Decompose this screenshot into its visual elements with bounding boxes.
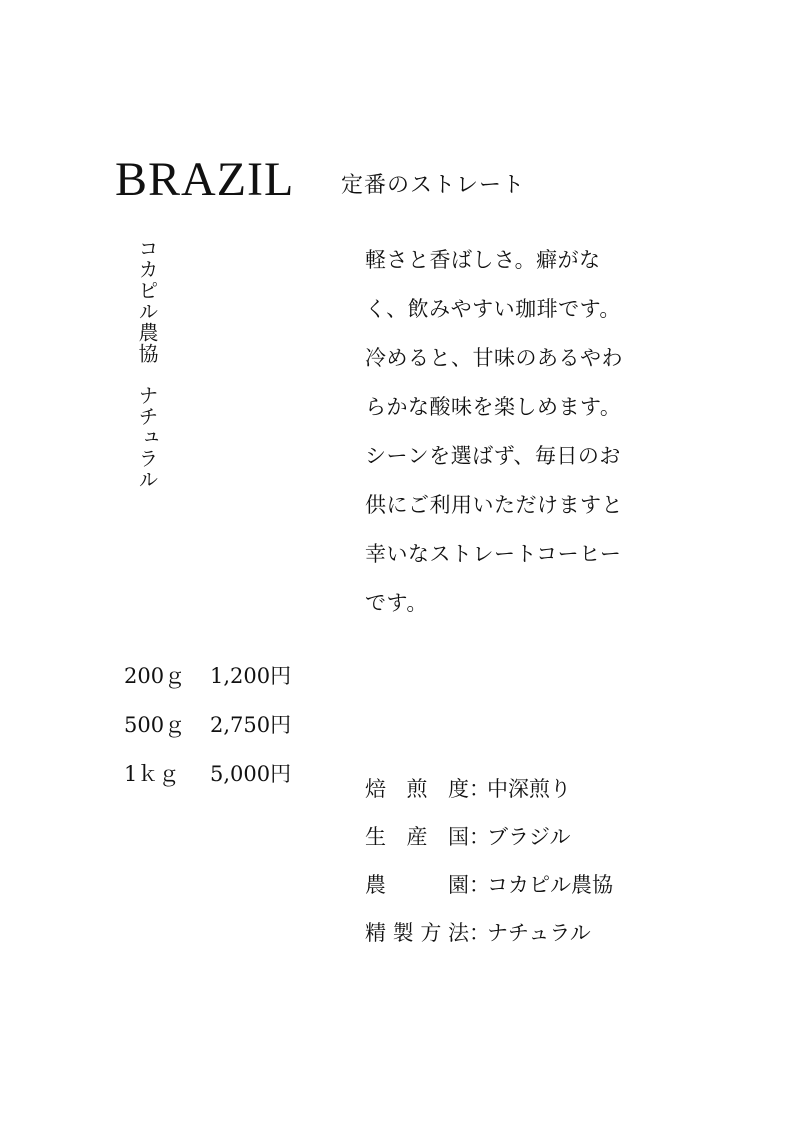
spec-separator: ： — [469, 873, 490, 897]
spec-separator: ： — [469, 921, 490, 945]
price-list — [124, 650, 324, 797]
spec-label — [365, 773, 469, 803]
spec-value: 中深煎り — [487, 777, 571, 801]
spec-label-char: 方 — [420, 921, 442, 945]
spec-label-char: 焙 — [365, 777, 386, 801]
product-title: BRAZIL — [115, 153, 295, 206]
product-description: 軽さと香ばしさ。癖がなく、飲みやすい珈琲です。冷めると、甘味のあるやわらかな酸味を楽しめます。シーンを選ばず、毎日のお供にご利用いただけますと幸いなストレートコーヒーです。 — [365, 248, 623, 615]
spec-label-char: 法 — [447, 921, 469, 945]
price-value: 1,200円 — [210, 663, 292, 688]
spec-row — [365, 812, 665, 860]
spec-row — [365, 764, 665, 812]
spec-row — [365, 908, 665, 956]
price-size: 500ｇ — [124, 712, 186, 737]
spec-label — [365, 869, 469, 899]
product-subtitle: 定番のストレート — [341, 173, 526, 198]
price-value: 2,750円 — [210, 712, 292, 737]
spec-label-char: 産 — [406, 825, 428, 849]
price-value: 5,000円 — [210, 761, 292, 786]
spec-row — [365, 860, 665, 908]
farm-process-vertical-text: コカピル農協 ナチュラル — [135, 238, 159, 490]
spec-list — [365, 764, 665, 956]
spec-label-char: 製 — [392, 921, 414, 945]
spec-label-char: 農 — [365, 873, 386, 897]
price-row — [124, 650, 324, 699]
spec-label — [365, 917, 469, 947]
spec-label — [365, 821, 469, 851]
spec-separator: ： — [469, 825, 490, 849]
price-size: 1ｋｇ — [124, 761, 180, 786]
spec-label-char: 園 — [448, 873, 469, 897]
price-row — [124, 699, 324, 748]
spec-label-char: 精 — [365, 921, 386, 945]
spec-label-char: 国 — [448, 825, 469, 849]
spec-value: ブラジル — [487, 825, 571, 849]
price-size: 200ｇ — [124, 663, 186, 688]
spec-label-char: 生 — [365, 825, 386, 849]
spec-label-char: 度 — [448, 777, 469, 801]
spec-value: コカピル農協 — [487, 873, 613, 897]
spec-separator: ： — [469, 777, 490, 801]
spec-label-char: 煎 — [406, 777, 428, 801]
price-row — [124, 748, 324, 797]
spec-value: ナチュラル — [487, 921, 591, 945]
